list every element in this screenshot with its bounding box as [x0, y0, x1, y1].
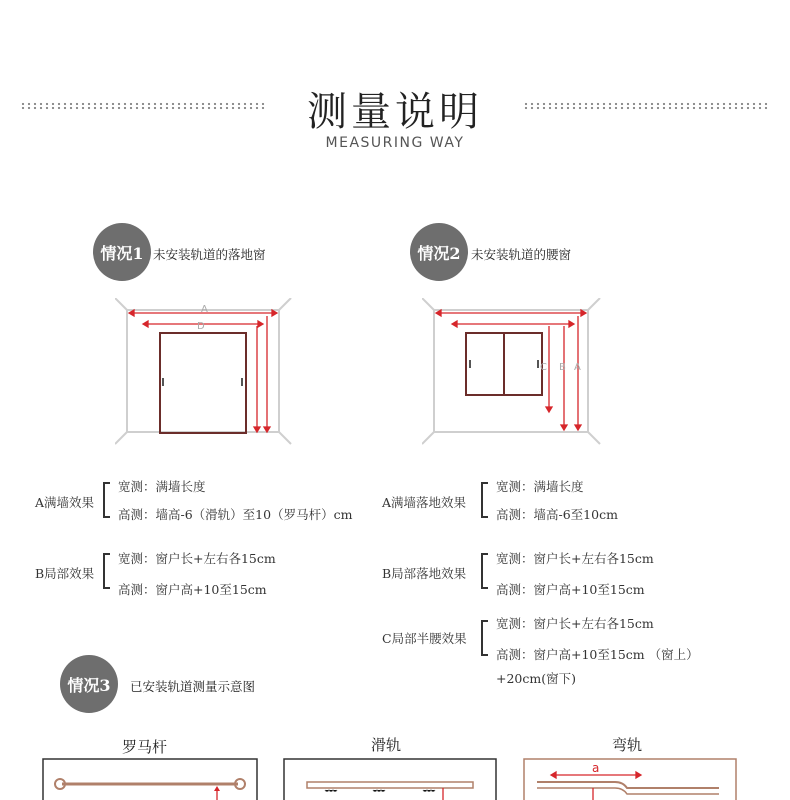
case2-group-c-brace — [481, 620, 488, 656]
case2-group-c-line2: 高测：窗户高+10至15cm （窗上） — [496, 647, 699, 662]
case1-group-b-brace — [103, 553, 110, 589]
page-subtitle: MEASURING WAY — [325, 135, 465, 151]
case1-room-diagram — [115, 298, 295, 448]
case1-group-b-line2: 高测：窗户高+10至15cm — [118, 582, 267, 597]
type-slide-rail-title: 滑轨 — [371, 736, 402, 754]
case2-group-b-label: B局部落地效果 — [382, 566, 467, 581]
case2-label-b: B — [559, 362, 566, 373]
case1-group-a-label: A满墙效果 — [35, 495, 95, 510]
case2-group-a-label: A满墙落地效果 — [382, 495, 467, 510]
case2-room-diagram — [422, 298, 604, 448]
case2-group-b-line1: 宽测：窗户长+左右各15cm — [496, 551, 654, 566]
case1-badge: 情况1 — [93, 223, 151, 281]
case1-description: 未安装轨道的落地窗 — [153, 247, 266, 262]
case2-description: 未安装轨道的腰窗 — [471, 247, 572, 262]
case1-group-a-line2: 高测：墙高-6（滑轨）至10（罗马杆）cm — [118, 507, 353, 522]
case1-label-d: D — [197, 321, 205, 332]
curved-rail-label-a: a — [592, 761, 600, 775]
type-roman-rod-title: 罗马杆 — [122, 738, 168, 756]
type-curved-rail-title: 弯轨 — [612, 736, 643, 754]
slide-rail-diagram — [283, 758, 497, 800]
case1-group-a-line1: 宽测：满墙长度 — [118, 479, 206, 494]
case2-label-c: C — [540, 362, 547, 373]
case2-label-a: A — [574, 362, 581, 373]
case2-group-b-line2: 高测：窗户高+10至15cm — [496, 582, 645, 597]
case1-group-a-brace — [103, 482, 110, 518]
case2-group-a-brace — [481, 482, 488, 518]
case1-label-a: A — [201, 304, 208, 315]
case2-group-b-brace — [481, 553, 488, 589]
page-title: 测量说明 — [307, 89, 483, 135]
case3-badge: 情况3 — [60, 655, 118, 713]
case2-group-c-label: C局部半腰效果 — [382, 631, 467, 646]
case1-group-b-label: B局部效果 — [35, 566, 95, 581]
curved-rail-diagram — [523, 758, 737, 800]
case2-group-a-line1: 宽测：满墙长度 — [496, 479, 584, 494]
case3-description: 已安装轨道测量示意图 — [130, 679, 256, 694]
case2-badge: 情况2 — [410, 223, 468, 281]
case2-group-a-line2: 高测：墙高-6至10cm — [496, 507, 618, 522]
case2-group-c-line1: 宽测：窗户长+左右各15cm — [496, 616, 654, 631]
case2-group-c-line3: +20cm(窗下) — [496, 671, 576, 686]
roman-rod-diagram — [42, 758, 258, 800]
case1-group-b-line1: 宽测：窗户长+左右各15cm — [118, 551, 276, 566]
